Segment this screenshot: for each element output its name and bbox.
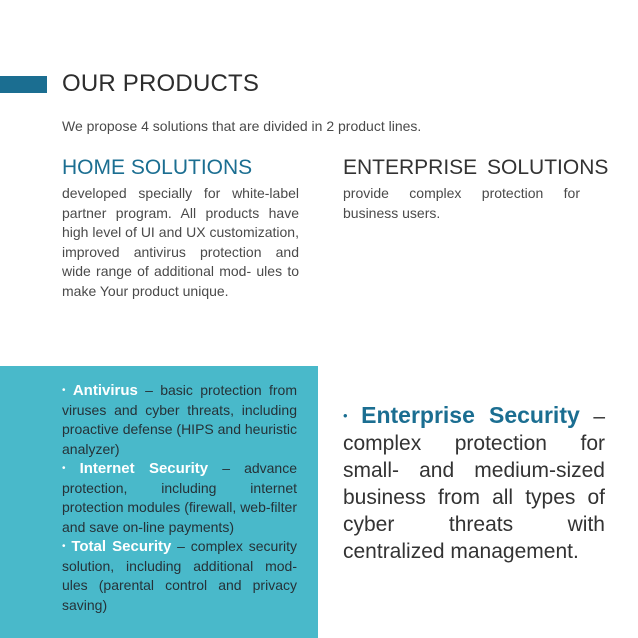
product-name: Total Security bbox=[71, 538, 172, 555]
enterprise-solutions-heading: ENTERPRISE SOLUTIONS bbox=[343, 156, 609, 179]
product-name: Internet Security bbox=[79, 460, 209, 477]
product-item-internet-security bbox=[62, 459, 297, 537]
product-description: – basic protection from viruses and cyber threats, including proactive defense (HIPS and heuristic analyzer) bbox=[62, 382, 298, 457]
bullet-icon: • bbox=[62, 385, 66, 396]
product-name: Antivirus bbox=[72, 382, 138, 399]
bullet-icon: • bbox=[343, 408, 348, 423]
page-subtitle: We propose 4 solutions that are divided in 2 product lines. bbox=[62, 118, 422, 134]
home-products-list bbox=[62, 381, 297, 615]
product-item-enterprise-security bbox=[343, 402, 605, 565]
product-item-total-security bbox=[62, 537, 297, 615]
product-description: – advance protection, including internet protection modules (firewall, web-filter and save on-line payments) bbox=[62, 460, 297, 535]
product-description: – complex protection for small- and medium-sized business from all types of cyber threats with centralized management. bbox=[343, 405, 605, 563]
product-name: Enterprise Security bbox=[361, 402, 580, 428]
home-solutions-description: developed specially for white-label partner program. All products have high level of UI and UX customization, improved antivirus protection and wide range of additional mod- ules to make Your product unique. bbox=[62, 185, 299, 299]
bullet-icon: • bbox=[62, 463, 66, 474]
bullet-icon: • bbox=[62, 541, 66, 552]
home-solutions-heading: HOME SOLUTIONS bbox=[62, 156, 253, 179]
enterprise-solutions-description: provide complex protection for business users. bbox=[343, 185, 580, 221]
title-accent-bar bbox=[0, 76, 47, 93]
product-item-antivirus bbox=[62, 381, 297, 459]
product-description: – complex security solution, including additional mod- ules (parental control and privacy saving) bbox=[62, 538, 297, 613]
page-title: OUR PRODUCTS bbox=[62, 70, 260, 97]
